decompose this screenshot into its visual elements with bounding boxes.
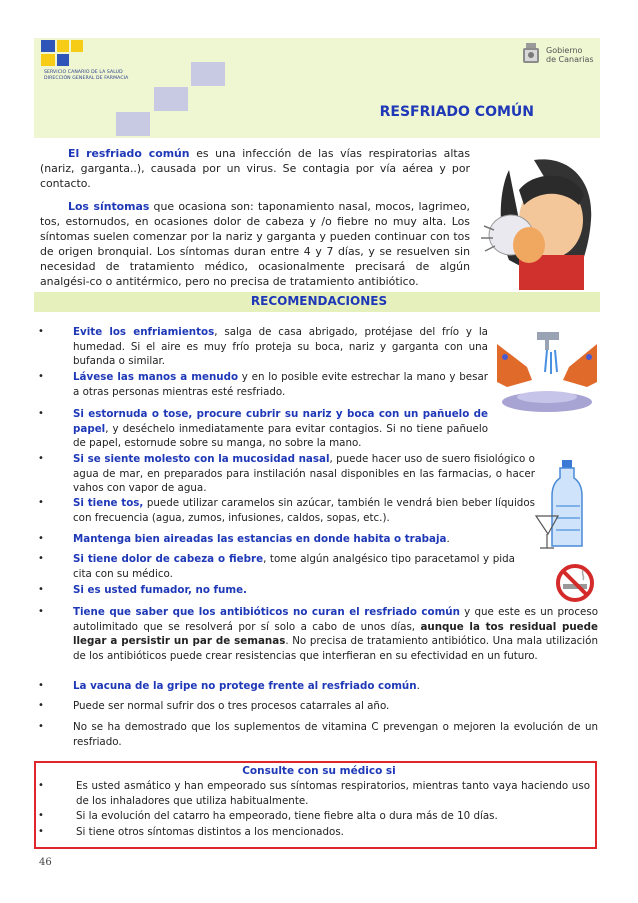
consult-title: Consulte con su médico si: [242, 765, 396, 777]
recommendation-item: Si es usted fumador, no fume.: [73, 584, 247, 596]
intro-paragraph-1: El resfriado común es una infección de las vías respiratorias altas (nariz, garganta..), causada por un virus. Se contagia por vía aérea y por contacto.: [40, 147, 471, 190]
recommendation-item: Tiene que saber que los antibióticos no curan el resfriado común y que este es un proceso autolimitado que se resolverá por sí solo a cabo de unos días, aunque la tos residual puede llegar a persistir un par de semanas. No precisa de tratamiento antibiótico. Una mala utilización de los antibióticos puede crear resistencias que interfieran en su efectividad en un futuro.: [73, 606, 598, 662]
bullet: •: [38, 553, 44, 564]
water-bottle-glass-illustration: [532, 456, 594, 554]
no-smoking-icon: [555, 562, 595, 604]
bullet: •: [38, 453, 44, 464]
sneezing-girl-illustration: [479, 150, 601, 290]
bullet: •: [38, 810, 44, 821]
bullet: •: [38, 606, 44, 617]
recommendation-item: No se ha demostrado que los suplementos de vitamina C prevengan o mejoren la evolución de un resfriado.: [73, 721, 598, 748]
recommendations-title: RECOMENDACIONES: [250, 294, 388, 308]
recommendation-item: Si tiene dolor de cabeza o fiebre, tome algún analgésico tipo paracetamol y pida cita con su médico.: [73, 553, 515, 580]
coat-of-arms-icon: [520, 42, 542, 66]
consult-item: Si la evolución del catarro ha empeorado, tiene fiebre alta o dura más de 10 días.: [76, 810, 498, 822]
recommendation-item: Puede ser normal sufrir dos o tres procesos catarrales al año.: [73, 700, 390, 712]
intro-paragraph-2: Los síntomas que ocasiona son: taponamiento nasal, mocos, lagrimeo, tos, estornudos, en ocasiones dolor de cabeza y /o fiebre no muy alta. Los síntomas suelen comenzar por la nariz y garganta y pueden continuar con tos de origen bronquial. Los síntomas duran entre 4 y 7 días, y se resuelven sin necesidad de tratamiento médico, ocasionalmente precisará de algún analgési-co o antitérmico, pero no precisa de tratamiento antibiótico.: [40, 200, 470, 288]
recommendation-item: Si estornuda o tose, procure cubrir su nariz y boca con un pañuelo de papel, y deséchelo inmediatamente para evitar contagios. Si no tiene pañuelo de papel, estornude sobre su manga, no sobre la mano.: [73, 408, 488, 449]
consult-item: Si tiene otros síntomas distintos a los mencionados.: [76, 826, 344, 838]
recommendation-item: Si se siente molesto con la mucosidad nasal, puede hacer uso de suero fisiológico o agua de mar, en preparados para instilación nasal disponibles en las farmacias, o hacer vahos con vapor de agua.: [73, 453, 535, 494]
bullet: •: [38, 700, 44, 711]
bullet: •: [38, 826, 44, 837]
bullet: •: [38, 497, 44, 508]
bullet: •: [38, 408, 44, 419]
bullet: •: [38, 721, 44, 732]
page-number: 46: [39, 857, 52, 868]
bullet: •: [38, 326, 44, 337]
bullet: •: [38, 780, 44, 791]
recommendation-item: Si tiene tos, puede utilizar caramelos sin azúcar, también le vendrá bien beber líquidos con frecuencia (agua, zumos, infusiones, caldos, sopas, etc.).: [73, 497, 536, 524]
bullet: •: [38, 371, 44, 382]
recommendation-item: Evite los enfriamientos, salga de casa abrigado, protéjase del frío y la humedad. Si el aire es muy frío proteja su boca, nariz y garganta con una bufanda o similar.: [73, 326, 488, 367]
gobierno-logo: Gobierno de Canarias: [520, 42, 542, 70]
bullet: •: [38, 584, 44, 595]
recommendation-item: Lávese las manos a menudo y en lo posible evite estrechar la mano y besar a otras personas mientras esté resfriado.: [73, 371, 488, 398]
recommendation-item: Mantenga bien aireadas las estancias en donde habita o trabaja.: [73, 533, 450, 545]
page-title: RESFRIADO COMÚN: [379, 104, 534, 120]
recommendation-item: La vacuna de la gripe no protege frente al resfriado común.: [73, 680, 420, 692]
handwashing-illustration: [497, 322, 597, 417]
consult-item: Es usted asmático y han empeorado sus síntomas respiratorios, mientras tanto vaya haciendo uso de los inhaladores que utiliza habitualmente.: [76, 780, 590, 807]
org-name: SERVICIO CANARIO DE LA SALUD DIRECCIÓN GENERAL DE FARMACIA: [44, 70, 129, 81]
bullet: •: [38, 533, 44, 544]
bullet: •: [38, 680, 44, 691]
